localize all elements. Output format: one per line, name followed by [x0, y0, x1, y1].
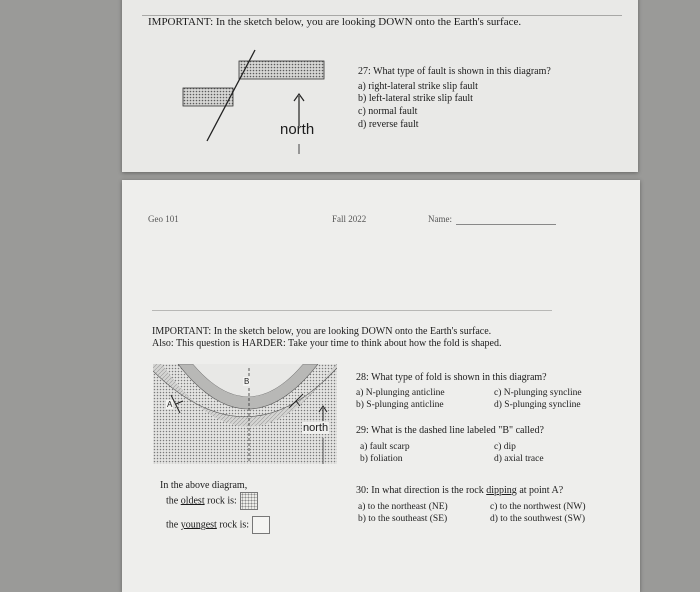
q28-option-b[interactable]: b) S-plunging anticline	[356, 400, 444, 410]
youngest-rock-answer-box[interactable]	[252, 516, 270, 534]
rocks-intro: In the above diagram,	[160, 480, 248, 491]
q27-question: 27: What type of fault is shown in this diagram?	[358, 66, 551, 77]
fold-label-a: A	[167, 400, 173, 409]
name-label: Name:	[428, 214, 452, 224]
fold-north-label: north	[303, 422, 329, 434]
oldest-rock-prompt: the oldest rock is:	[166, 492, 258, 510]
q27-option-a[interactable]: a) right-lateral strike slip fault	[358, 81, 478, 92]
worksheet-page-1	[122, 0, 638, 172]
q30-option-b[interactable]: b) to the southeast (SE)	[358, 514, 448, 524]
north-label: north	[280, 121, 315, 138]
q28-question: 28: What type of fold is shown in this diagram?	[356, 372, 547, 383]
q29-option-b[interactable]: b) foliation	[360, 454, 403, 464]
harder-note: Also: This question is HARDER: Take your time to think about how the fold is shaped.	[152, 338, 502, 349]
fault-block-west	[183, 88, 233, 106]
q27-option-b[interactable]: b) left-lateral strike slip fault	[358, 93, 473, 104]
q30-question: 30: In what direction is the rock dipping at point A?	[356, 485, 564, 496]
important-note-2: IMPORTANT: In the sketch below, you are looking DOWN onto the Earth's surface.	[152, 326, 492, 337]
important-note: IMPORTANT: In the sketch below, you are looking DOWN onto the Earth's surface.	[148, 16, 522, 28]
worksheet-page-2	[122, 180, 640, 592]
q28-option-c[interactable]: c) N-plunging syncline	[494, 388, 582, 398]
name-field[interactable]	[456, 224, 556, 225]
q30-option-d[interactable]: d) to the southwest (SW)	[490, 514, 585, 524]
q27-option-d[interactable]: d) reverse fault	[358, 119, 419, 130]
q30-option-c[interactable]: c) to the northwest (NW)	[490, 502, 586, 512]
term-label: Fall 2022	[332, 214, 367, 224]
youngest-rock-prompt: the youngest rock is:	[166, 516, 270, 534]
q29-question: 29: What is the dashed line labeled "B" called?	[356, 425, 544, 436]
divider	[152, 310, 552, 311]
fault-diagram	[177, 48, 387, 154]
q28-option-d[interactable]: d) S-plunging syncline	[494, 400, 581, 410]
fault-block-east	[239, 61, 324, 79]
fold-label-b: B	[244, 377, 250, 386]
q27-option-c[interactable]: c) normal fault	[358, 106, 418, 117]
course-label: Geo 101	[148, 214, 179, 224]
q29-option-a[interactable]: a) fault scarp	[360, 442, 410, 452]
oldest-rock-answer-box[interactable]	[240, 492, 258, 510]
q28-option-a[interactable]: a) N-plunging anticline	[356, 388, 445, 398]
q30-option-a[interactable]: a) to the northeast (NE)	[358, 502, 448, 512]
q29-option-d[interactable]: d) axial trace	[494, 454, 544, 464]
q29-option-c[interactable]: c) dip	[494, 442, 516, 452]
